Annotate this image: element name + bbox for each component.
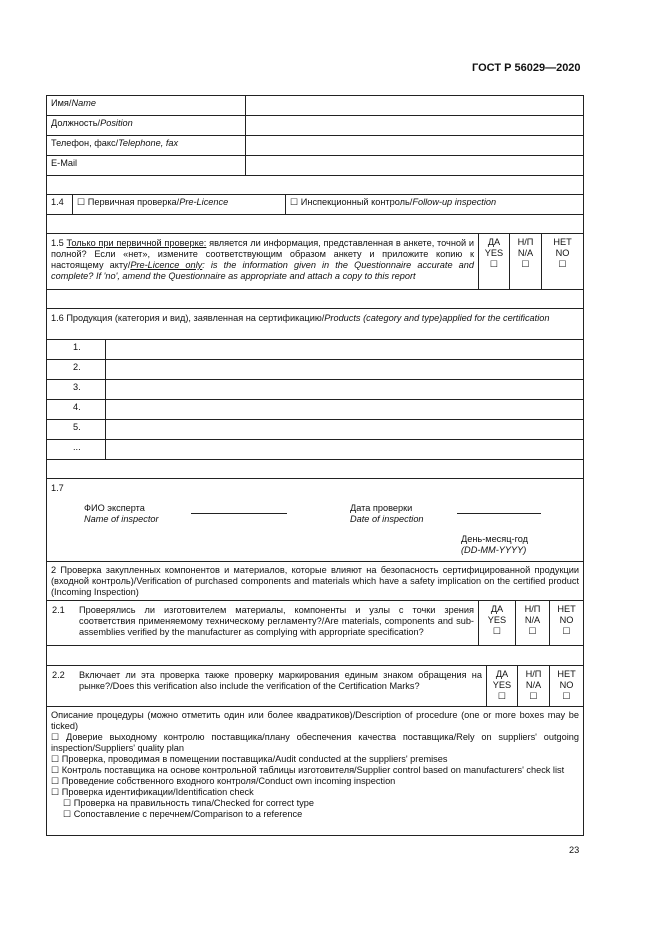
- checkbox-icon: ☐: [562, 626, 571, 636]
- label-en: Telephone, fax: [118, 138, 179, 148]
- s22-question: [46, 665, 487, 707]
- t: Pre-Licence only: [130, 260, 203, 270]
- l: NO: [559, 680, 574, 690]
- date-label-en: Date of inspection: [350, 514, 424, 524]
- date-line[interactable]: [457, 513, 541, 514]
- product-row-number: 2.: [46, 359, 106, 380]
- inspector-label-en: Name of inspector: [84, 514, 159, 524]
- procedure-option[interactable]: ☐ Проверка идентификации/Identification check: [51, 787, 254, 797]
- blank-row: [46, 289, 584, 309]
- product-row-number: ...: [46, 439, 106, 460]
- s21-question: [46, 600, 479, 646]
- t: Products (category and type)applied for the certification: [324, 313, 550, 323]
- inspector-label-ru: ФИО эксперта: [84, 503, 145, 513]
- date-format-ru: День-месяц-год: [461, 534, 528, 544]
- telephone-label: [46, 135, 246, 156]
- l: НЕТ: [557, 604, 576, 614]
- l: N/A: [517, 248, 534, 258]
- t: : is the information given in the Questionnaire accurate and complete? If 'no', amend the Questionnaire as appropriate and attach a copy to this report: [51, 260, 474, 281]
- email-field[interactable]: [245, 155, 584, 176]
- procedure-option[interactable]: ☐ Контроль поставщика на основе контрольной таблицы изготовителя/Supplier control based on manufacturers' check list: [51, 765, 565, 775]
- procedure-option[interactable]: ☐ Проведение собственного входного контроля/Conduct own incoming inspection: [51, 776, 396, 786]
- l: NO: [555, 248, 570, 258]
- num: 2.2: [52, 670, 65, 680]
- no-checkbox[interactable]: [549, 665, 584, 707]
- procedure-suboption[interactable]: ☐ Сопоставление с перечнем/Comparison to a reference: [63, 809, 303, 819]
- checkbox-icon: ☐: [558, 259, 567, 269]
- opt-ru: ☐ Инспекционный контроль/: [290, 197, 413, 207]
- num: 1.5: [51, 238, 67, 248]
- l: NO: [559, 615, 574, 625]
- product-row-field[interactable]: [105, 359, 584, 380]
- opt-ru: ☐ Первичная проверка/: [77, 197, 180, 207]
- s15-question: [46, 233, 479, 290]
- label-ru: E-Mail: [51, 158, 78, 168]
- l: ДА: [487, 237, 501, 247]
- l: Н/П: [525, 669, 542, 679]
- t: является ли информация, представленная в анкете, точной и полной? Если «нет», измените соответствующим образом анкету и приложите копию к настоящему акту/: [51, 238, 475, 270]
- procedure-option[interactable]: ☐ Проверка, проводимая в помещении поставщика/Audit conducted at the suppliers' premises: [51, 754, 448, 764]
- checkbox-icon: ☐: [528, 626, 537, 636]
- label-en: Name: [71, 98, 96, 108]
- position-label: [46, 115, 246, 136]
- l: Н/П: [517, 237, 534, 247]
- follow-up-checkbox[interactable]: [285, 194, 584, 215]
- procedure-description: [46, 706, 584, 836]
- s16-header: [46, 308, 584, 340]
- opt-en: Pre-Licence: [179, 197, 229, 207]
- name-field[interactable]: [245, 95, 584, 116]
- product-row-number: 3.: [46, 379, 106, 400]
- product-row-field[interactable]: [105, 439, 584, 460]
- checkbox-icon: ☐: [497, 691, 507, 701]
- l: YES: [487, 615, 507, 625]
- yes-checkbox[interactable]: [478, 233, 510, 290]
- l: ДА: [495, 669, 509, 679]
- product-row-field[interactable]: [105, 379, 584, 400]
- l: N/A: [525, 680, 542, 690]
- na-checkbox[interactable]: [509, 233, 542, 290]
- product-row-field[interactable]: [105, 339, 584, 360]
- l: N/A: [524, 615, 541, 625]
- checkbox-icon: ☐: [562, 691, 571, 701]
- product-row-field[interactable]: [105, 419, 584, 440]
- name-label: [46, 95, 246, 116]
- blank-row: [46, 214, 584, 234]
- s14-number: 1.4: [46, 194, 73, 215]
- checkbox-icon: ☐: [521, 259, 530, 269]
- date-format-en: (DD-MM-YYYY): [461, 545, 527, 555]
- s17-number: 1.7: [51, 483, 64, 493]
- inspector-name-line[interactable]: [191, 513, 287, 514]
- l: YES: [484, 248, 504, 258]
- l: НЕТ: [557, 669, 576, 679]
- procedure-option[interactable]: ☐ Доверие выходному контролю поставщика/плану обеспечения качества поставщика/Rely on suppliers' outgoing inspection/Suppliers' quality plan: [51, 732, 579, 753]
- doc-code: ГОСТ Р 56029—2020: [472, 62, 581, 74]
- no-checkbox[interactable]: [541, 233, 584, 290]
- page-number: 23: [569, 845, 580, 855]
- label-ru: Имя/: [51, 98, 72, 108]
- date-label-ru: Дата проверки: [350, 503, 413, 513]
- t: Проверялись ли изготовителем материалы, компоненты и узлы с точки зрения соответствия применяемому техническому регламенту?/Are materials, components and sub-assemblies verified by the manufacturer as complying with appropriate specification?: [79, 605, 474, 637]
- product-row-field[interactable]: [105, 399, 584, 420]
- l: ДА: [490, 604, 504, 614]
- checkbox-icon: ☐: [492, 626, 502, 636]
- product-row-number: 5.: [46, 419, 106, 440]
- product-row-number: 4.: [46, 399, 106, 420]
- email-label: [46, 155, 246, 176]
- s2-header: 2 Проверка закупленных компонентов и материалов, которые влияют на безопасность сертифицированной продукции (входной контроль)/Verification of purchased components and materials which have a safety implication on the certified product (Incoming Inspection): [46, 561, 584, 601]
- blank-row: [46, 175, 584, 195]
- na-checkbox[interactable]: [517, 665, 550, 707]
- checkbox-icon: ☐: [529, 691, 538, 701]
- telephone-field[interactable]: [245, 135, 584, 156]
- product-row-number: 1.: [46, 339, 106, 360]
- yes-checkbox[interactable]: [486, 665, 518, 707]
- l: Н/П: [524, 604, 541, 614]
- label-ru: Телефон, факс/: [51, 138, 119, 148]
- opt-en: Follow-up inspection: [412, 197, 497, 207]
- num: 2.1: [52, 605, 65, 615]
- pre-licence-checkbox[interactable]: [72, 194, 286, 215]
- s17-block: [46, 478, 584, 562]
- l: НЕТ: [553, 237, 572, 247]
- t: 1.6 Продукция (категория и вид), заявленная на сертификацию/: [51, 313, 325, 323]
- t: Включает ли эта проверка также проверку маркирования единым знаком обращения на рынке?/Does this verification also include the verification of the Certification Marks?: [79, 670, 482, 691]
- blank-row: [46, 645, 584, 666]
- label-ru: Должность/: [51, 118, 101, 128]
- l: YES: [492, 680, 512, 690]
- no-checkbox[interactable]: [549, 600, 584, 646]
- checkbox-icon: ☐: [489, 259, 499, 269]
- label-en: Position: [100, 118, 133, 128]
- na-checkbox[interactable]: [515, 600, 550, 646]
- desc-title: Описание процедуры (можно отметить один или более квадратиков)/Description of procedure (one or more boxes may be ticked): [51, 710, 579, 731]
- blank-row: [46, 459, 584, 479]
- yes-checkbox[interactable]: [478, 600, 516, 646]
- position-field[interactable]: [245, 115, 584, 136]
- procedure-suboption[interactable]: ☐ Проверка на правильность типа/Checked for correct type: [63, 798, 314, 808]
- t: Только при первичной проверке:: [66, 238, 207, 248]
